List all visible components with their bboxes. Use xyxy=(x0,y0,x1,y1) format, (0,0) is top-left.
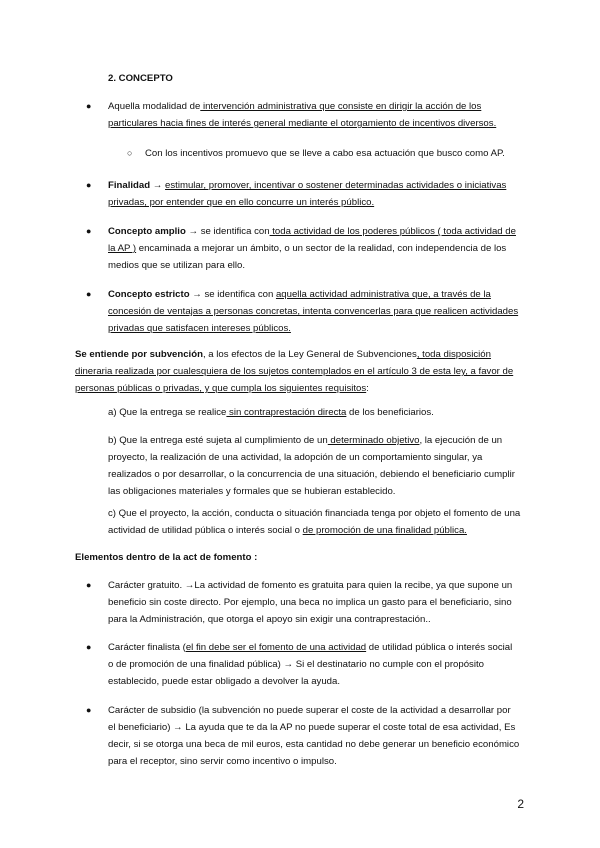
bullet-definition: ● Aquella modalidad de intervención administrativa que consiste en dirigir la acción de los particulares hacia fines de interés general mediante el otorgamiento de incentivos diversos. xyxy=(108,98,520,132)
requirement-c: c) Que el proyecto, la acción, conducta o situación financiada tenga por objeto el fomento de una actividad de utilidad pública o interés social o de promoción de una finalidad pública. xyxy=(108,508,521,536)
element-finalista: ● Carácter finalista (el fin debe ser el fomento de una actividad de utilidad pública o interés social o de promoción de una finalidad pública) → Si el destinatario no cumple con el propósito establecido, puede estar obligado a devolver la ayuda. xyxy=(108,639,520,690)
bullet-concepto-estricto: ● Concepto estricto → se identifica con aquella actividad administrativa que, a través de la concesión de ventajas a personas concretas, intenta convencerlas para que realicen actividades privadas que satisfacen intereses públicos. xyxy=(108,286,520,337)
bullet-concepto-amplio: ● Concepto amplio → se identifica con toda actividad de los poderes públicos ( toda actividad de la AP ) encaminada a mejorar un ámbito, o un sector de la realidad, con independencia de los medios que se utilizan para ello. xyxy=(108,223,520,274)
bullet-dot: ● xyxy=(86,580,92,590)
page-number: 2 xyxy=(517,797,524,811)
elements-title: Elementos dentro de la act de fomento : xyxy=(75,552,258,563)
requirement-b: b) Que la entrega esté sujeta al cumplimiento de un determinado objetivo, la ejecución de un proyecto, la realización de una actividad, la adopción de un comportamiento singular, ya realizados o por desarrollar, o la concurrencia de una situación, debiendo el beneficiario cumplir las obligaciones materiales y formales que se hubieran establecido. xyxy=(108,435,515,497)
bullet-finalidad: ● Finalidad → estimular, promover, incentivar o sostener determinadas actividades o iniciativas privadas, por entender que en ello concurre un interés público. xyxy=(108,177,520,211)
bullet-dot: ● xyxy=(86,289,92,299)
bullet-dot: ● xyxy=(86,642,92,652)
bullet-dot: ● xyxy=(86,226,92,236)
hollow-bullet: ○ xyxy=(127,148,133,158)
section-title: 2. CONCEPTO xyxy=(108,73,173,84)
subvencion-definition: Se entiende por subvención, a los efectos de la Ley General de Subvenciones, toda disposición dineraria realizada por cualesquiera de los sujetos contemplados en el artículo 3 de esta ley, a favor de personas públicas o privadas, y que cumpla los siguientes requisitos: xyxy=(75,349,514,394)
element-subsidio: ● Carácter de subsidio (la subvención no puede superar el coste de la actividad a desarrollar por el beneficiario) → La ayuda que te da la AP no puede superar el coste total de esa actividad, Es decir, si se otorga una beca de mil euros, esta cantidad no debe generar un beneficio económico para el receptor, sino servir como incentivo o impulso. xyxy=(108,702,520,770)
requirement-a: a) Que la entrega se realice sin contraprestación directa de los beneficiarios. xyxy=(108,407,434,418)
bullet-dot: ● xyxy=(86,101,92,111)
element-gratuito: ● Carácter gratuito. →La actividad de fomento es gratuita para quien la recibe, ya que supone un beneficio sin coste directo. Por ejemplo, una beca no implica un gasto para el beneficiario, sino para la Administración, que otorga el apoyo sin exigir una contraprestación.. xyxy=(108,577,520,628)
bullet-dot: ● xyxy=(86,705,92,715)
bullet-dot: ● xyxy=(86,180,92,190)
sub-bullet-incentives: ○ Con los incentivos promuevo que se lleve a cabo esa actuación que busco como AP. xyxy=(145,145,525,162)
